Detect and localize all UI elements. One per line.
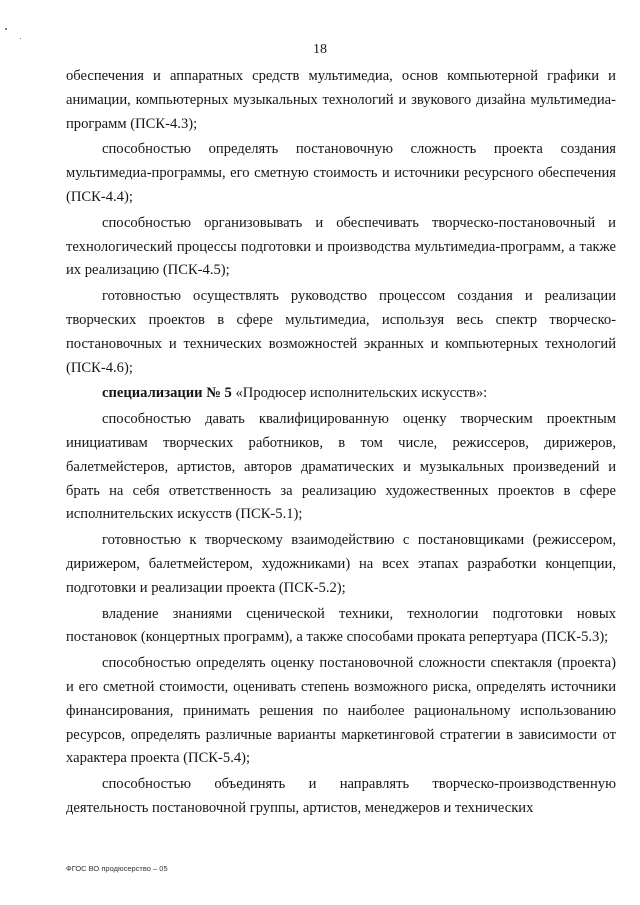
paragraph: способностью определять оценку постановочной сложности спектакля (проекта) и его сметной стоимости, оценивать степень возможного риска, определять источники финансирования, принимать решения по наиболее рациональному использованию ресурсов, определять различные варианты маркетинговой стратегии в зависимости от характера проекта (ПСК-5.4);	[66, 655, 616, 767]
specialization-label: специализации № 5	[102, 385, 232, 402]
scan-speck	[5, 28, 7, 30]
paragraph: обеспечения и аппаратных средств мультимедиа, основ компьютерной графики и анимации, компьютерных музыкальных технологий и звукового дизайна мультимедиа-программ (ПСК-4.3);	[66, 68, 616, 132]
page-number: 18	[313, 42, 327, 57]
paragraph: способностью определять постановочную сложность проекта создания мультимедиа-программы, его сметную стоимость и источники ресурсного обеспечения (ПСК-4.4);	[66, 141, 616, 205]
footer-note: ФГОС ВО продюсерство – 05	[66, 864, 168, 873]
paragraph: готовностью к творческому взаимодействию с постановщиками (режиссером, дирижером, балетмейстером, художниками) на всех этапах разработки концепции, подготовки и реализации проекта (ПСК-5.2);	[66, 532, 616, 596]
body-text	[66, 65, 616, 821]
specialization-heading	[66, 382, 616, 406]
specialization-title: «Продюсер исполнительских искусств»:	[231, 385, 488, 402]
paragraph: способностью организовывать и обеспечивать творческо-постановочный и технологический процессы подготовки и производства мультимедиа-программ, а также их реализацию (ПСК-4.5);	[66, 214, 616, 279]
paragraph: способностью объединять и направлять творческо-производственную деятельность постановочной группы, артистов, менеджеров и технических	[66, 776, 616, 816]
paragraph: способностью давать квалифицированную оценку творческим проектным инициативам творческих работников, в том числе, режиссеров, дирижеров, балетмейстеров, артистов, авторов драматических и музыкальных произведений и брать на себя ответственность за реализацию художественных проектов в сфере исполнительских искусств (ПСК-5.1);	[66, 411, 616, 523]
paragraph: владение знаниями сценической техники, технологии подготовки новых постановок (концертных программ), а также способами проката репертуара (ПСК-5.3);	[66, 605, 616, 646]
paragraph: готовностью осуществлять руководство процессом создания и реализации творческих проектов в сфере мультимедиа, используя весь спектр творческо-постановочных и технических возможностей экранных и компьютерных технологий (ПСК-4.6);	[66, 288, 616, 376]
scan-speck	[20, 38, 21, 39]
